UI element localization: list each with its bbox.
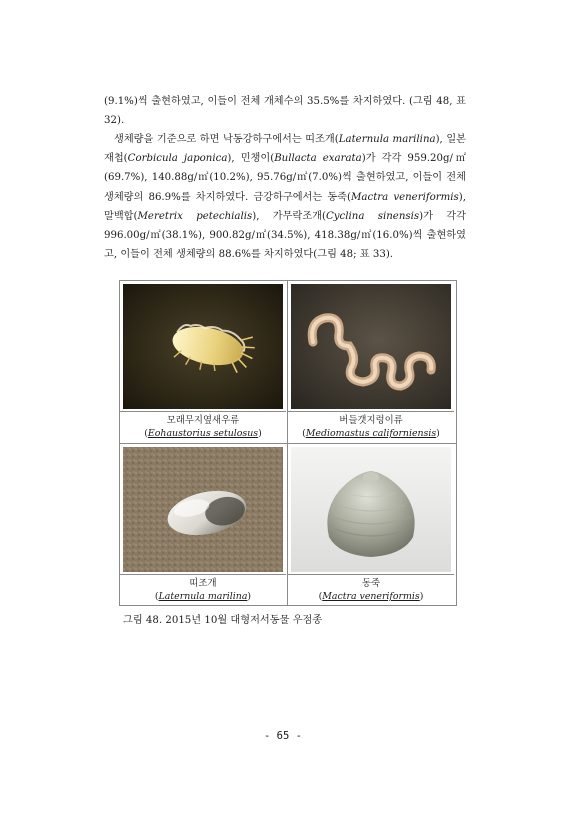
mactra-shell-photo-icon	[291, 447, 451, 572]
paragraph-2-part: ), 민챙이(	[227, 153, 275, 165]
paragraph-2	[104, 130, 466, 264]
species-corbicula: Corbicula japonica	[127, 153, 228, 165]
paragraph-2-part: )가 각각 959.20g/㎡(69.7%), 140.88g/㎡(10.2%), 95.76g/㎡(7.0%)씩 출현하였고, 이들이 전체 생체량의 86.9%를 차지하였다. 금강하구에서는 동죽(	[104, 153, 466, 203]
species-scientific-name: Laternula marilina	[158, 591, 248, 602]
species-cyclina: Cyclina sinensis	[325, 210, 420, 222]
paragraph-2-part: ), 일본재첩(	[104, 134, 466, 165]
species-photo-table	[119, 280, 457, 606]
figure-caption: 그림 48. 2015년 10월 대형저서동물 우점종	[123, 615, 323, 626]
paragraph-2-part: 생체량을 기준으로 하면 낙동강하구에서는 띠조개(	[114, 134, 339, 145]
species-bullacta: Bullacta exarata	[274, 153, 362, 165]
paragraph-1-text: (9.1%)씩 출현하였고, 이들이 전체 개체수의 35.5%를 차지하였다. (그림 48, 표 32).	[104, 96, 466, 127]
species-mactra: Mactra veneriformis	[350, 191, 459, 203]
species-laternula: Laternula marilina	[338, 134, 436, 145]
figure-panel-laternula	[120, 444, 286, 605]
polychaete-photo-icon	[291, 284, 451, 409]
species-korean-name: 띠조개	[189, 578, 217, 589]
paragraph-2-part: )가 각각 996.00g/㎡(38.1%), 900.82g/㎡(34.5%), 418.38g/㎡(16.0%)씩 출현하였고, 이들이 전체 생체량의 88.6%를 차지하였다(그림 48; 표 33).	[104, 210, 466, 261]
species-korean-name: 버들갯지렁이류	[339, 415, 403, 426]
amphipod-photo-icon	[123, 284, 283, 409]
figure-panel-amphipod	[120, 281, 286, 443]
figure-panel-polychaete	[288, 281, 454, 443]
species-scientific-name: Mediomastus californiensis	[305, 428, 437, 439]
paragraph-2-part: ), 말백합(	[104, 191, 466, 222]
page-number: - 65 -	[264, 730, 302, 742]
species-korean-name: 모래무지옆새우류	[166, 415, 240, 426]
figure-panel-mactra	[288, 444, 454, 605]
species-scientific-name: Eohaustorius setulosus	[147, 428, 259, 439]
species-korean-name: 동죽	[361, 578, 381, 589]
laternula-shell-photo-icon	[123, 447, 283, 572]
caption-polychaete: 버들갯지렁이류 (Mediomastus californiensis)	[288, 411, 454, 443]
paragraph-2-part: ), 가무락조개(	[252, 210, 326, 222]
paragraph-1	[104, 92, 466, 130]
caption-laternula: 띠조개 (Laternula marilina)	[120, 574, 286, 606]
species-meretrix: Meretrix petechialis	[137, 210, 253, 222]
species-scientific-name: Mactra veneriformis	[322, 591, 420, 602]
caption-mactra: 동죽 (Mactra veneriformis)	[288, 574, 454, 606]
caption-amphipod: 모래무지옆새우류 (Eohaustorius setulosus)	[120, 411, 286, 443]
